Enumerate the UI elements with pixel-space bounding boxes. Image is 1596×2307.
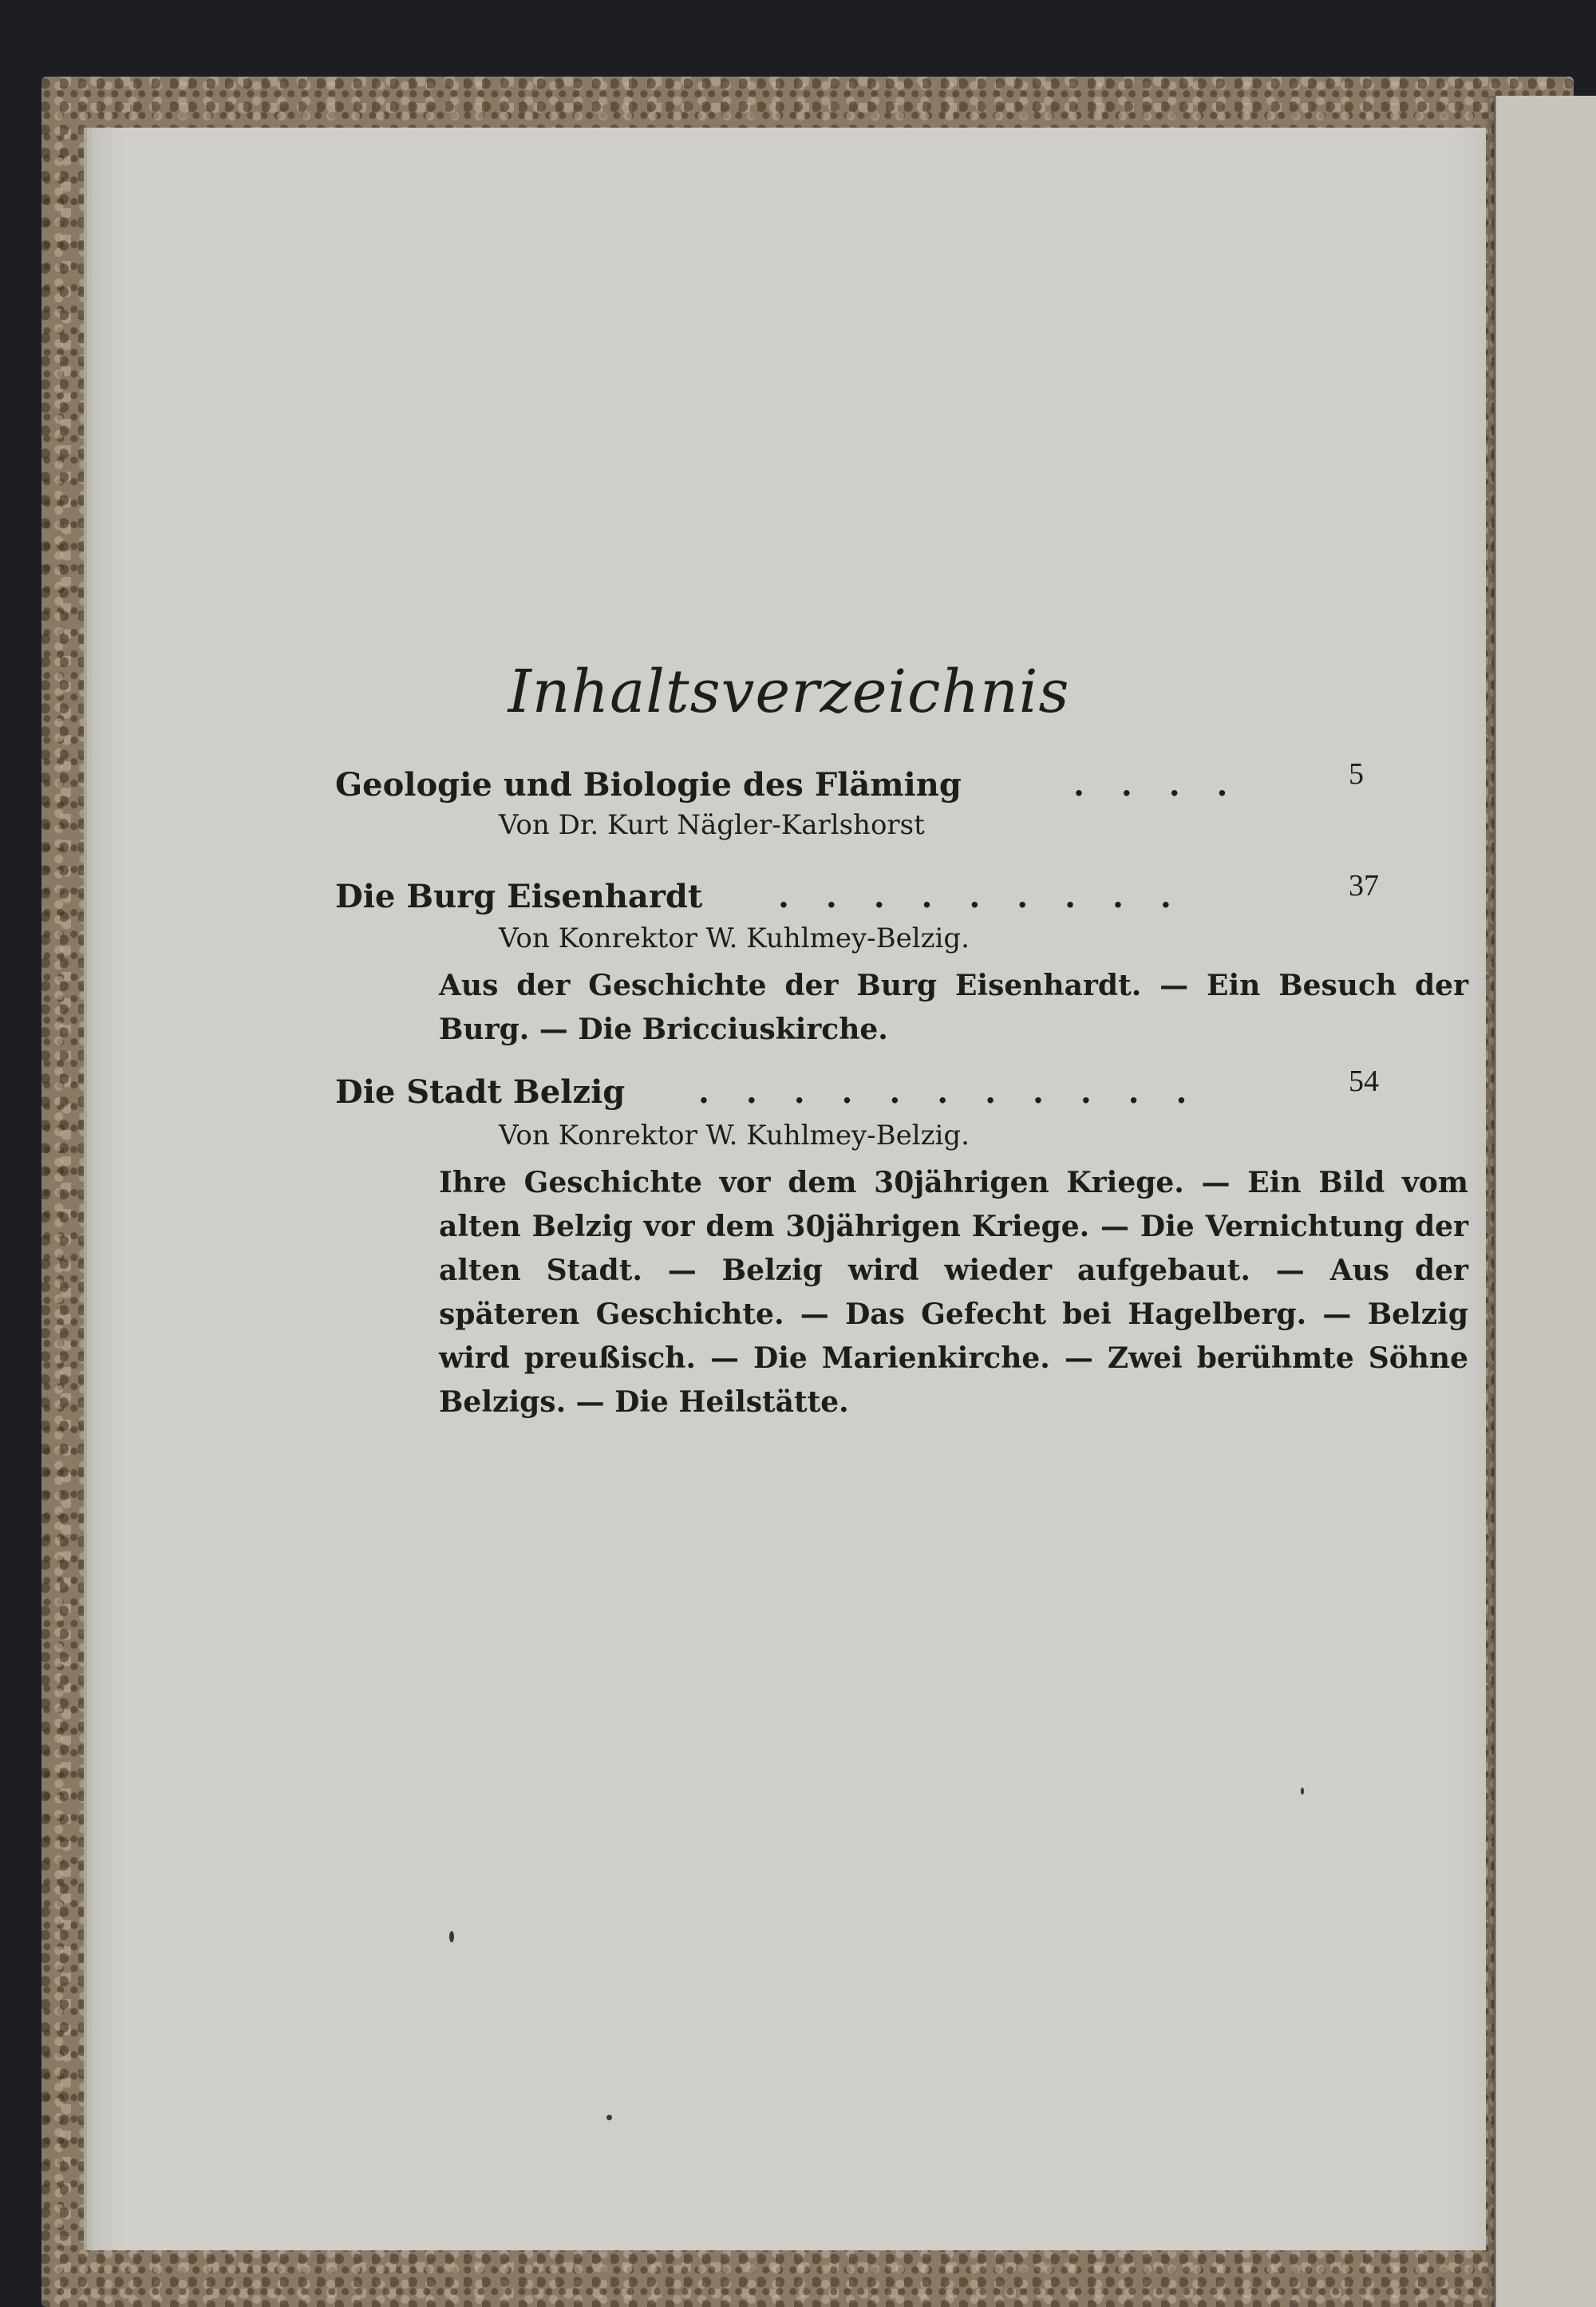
facing-page-edge	[1494, 96, 1596, 2307]
toc-author: Von Konrektor W. Kuhlmey-Belzig.	[499, 1120, 970, 1152]
toc-entry-stadt-belzig	[335, 1065, 1468, 1419]
toc-author: Von Konrektor W. Kuhlmey-Belzig.	[499, 922, 970, 954]
toc-author: Von Dr. Kurt Nägler-Karlshorst	[499, 809, 925, 841]
paper-speck	[1301, 1788, 1304, 1795]
toc-entry-line	[335, 869, 1436, 926]
toc-page-number: 54	[1349, 1065, 1379, 1098]
toc-page-number: 5	[1349, 757, 1364, 791]
table-of-contents	[92, 128, 1486, 2250]
toc-entry-title: Geologie und Biologie des Fläming	[335, 766, 962, 804]
toc-entry-geologie	[335, 757, 1436, 841]
toc-entry-title: Die Burg Eisenhardt	[335, 878, 703, 915]
toc-page-number: 37	[1349, 869, 1379, 903]
toc-entry-title: Die Stadt Belzig	[335, 1073, 626, 1111]
toc-leader-dots: . . . . . . . . . . .	[698, 1073, 1200, 1111]
paper-speck	[449, 1931, 454, 1942]
toc-leader-dots: . . . .	[1073, 766, 1241, 804]
book-page	[92, 128, 1486, 2250]
paper-speck	[606, 2115, 612, 2120]
gutter-shadow	[1486, 96, 1495, 2307]
toc-entry-line	[335, 1065, 1436, 1121]
toc-entry-burg-eisenhardt	[335, 869, 1468, 1046]
toc-entry-line	[335, 757, 1436, 814]
toc-summary: Ihre Geschichte vor dem 30jährigen Kriege. — Ein Bild vom alten Belzig vor dem 30jährigen Kriege. — Die Vernichtung der alten Stadt. — Belzig wird wieder aufgebaut. — Aus der späteren Geschichte. — Das Gefecht bei Hagelberg. — Belzig wird preußisch. — Die Marienkirche. — Zwei berühmte Söhne Belzigs. — Die Heilstätte.	[439, 1166, 1468, 1419]
toc-leader-dots: . . . . . . . . .	[778, 878, 1184, 915]
page-title: Inhaltsverzeichnis	[508, 658, 1070, 726]
toc-summary: Aus der Geschichte der Burg Eisenhardt. — Ein Besuch der Burg. — Die Bricciuskirche.	[439, 969, 1468, 1046]
